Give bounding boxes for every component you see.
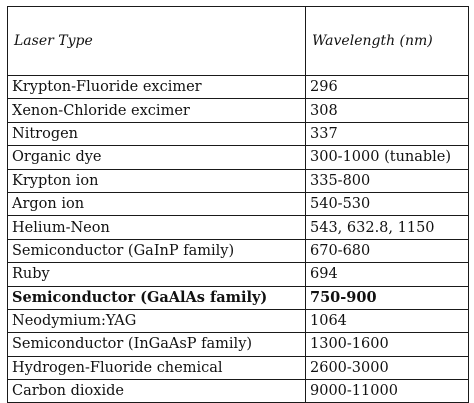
wavelength-cell: 543, 632.8, 1150	[306, 216, 469, 239]
wavelength-cell: 670-680	[306, 239, 469, 262]
laser-type-cell: Carbon dioxide	[8, 380, 306, 403]
laser-type-cell: Krypton-Fluoride excimer	[8, 76, 306, 99]
table-row	[8, 169, 469, 192]
wavelength-cell: 296	[306, 76, 469, 99]
table-header-row	[8, 7, 469, 76]
table-row	[8, 356, 469, 379]
laser-type-cell: Nitrogen	[8, 122, 306, 145]
wavelength-cell: 540-530	[306, 192, 469, 215]
wavelength-cell: 335-800	[306, 169, 469, 192]
table-row	[8, 239, 469, 262]
laser-type-cell: Semiconductor (GaAlAs family)	[8, 286, 306, 309]
wavelength-cell: 308	[306, 99, 469, 122]
laser-type-cell: Xenon-Chloride excimer	[8, 99, 306, 122]
wavelength-cell: 9000-11000	[306, 380, 469, 403]
wavelength-cell: 750-900	[306, 286, 469, 309]
table-row	[8, 122, 469, 145]
table-row	[8, 146, 469, 169]
laser-type-cell: Ruby	[8, 263, 306, 286]
laser-wavelength-table	[7, 6, 469, 403]
laser-type-cell: Organic dye	[8, 146, 306, 169]
table-row	[8, 333, 469, 356]
laser-type-cell: Semiconductor (GaInP family)	[8, 239, 306, 262]
laser-type-cell: Semiconductor (InGaAsP family)	[8, 333, 306, 356]
table-row	[8, 76, 469, 99]
table-body	[8, 76, 469, 403]
header-laser-type: Laser Type	[8, 7, 306, 76]
table-row	[8, 380, 469, 403]
header-wavelength: Wavelength (nm)	[306, 7, 469, 76]
table-row	[8, 192, 469, 215]
wavelength-cell: 1064	[306, 309, 469, 332]
table-row	[8, 99, 469, 122]
laser-type-cell: Krypton ion	[8, 169, 306, 192]
laser-type-cell: Argon ion	[8, 192, 306, 215]
wavelength-cell: 694	[306, 263, 469, 286]
table-row	[8, 286, 469, 309]
table-row	[8, 309, 469, 332]
laser-type-cell: Neodymium:YAG	[8, 309, 306, 332]
laser-type-cell: Helium-Neon	[8, 216, 306, 239]
table-row	[8, 263, 469, 286]
table-row	[8, 216, 469, 239]
laser-type-cell: Hydrogen-Fluoride chemical	[8, 356, 306, 379]
wavelength-cell: 337	[306, 122, 469, 145]
wavelength-cell: 300-1000 (tunable)	[306, 146, 469, 169]
wavelength-cell: 2600-3000	[306, 356, 469, 379]
wavelength-cell: 1300-1600	[306, 333, 469, 356]
